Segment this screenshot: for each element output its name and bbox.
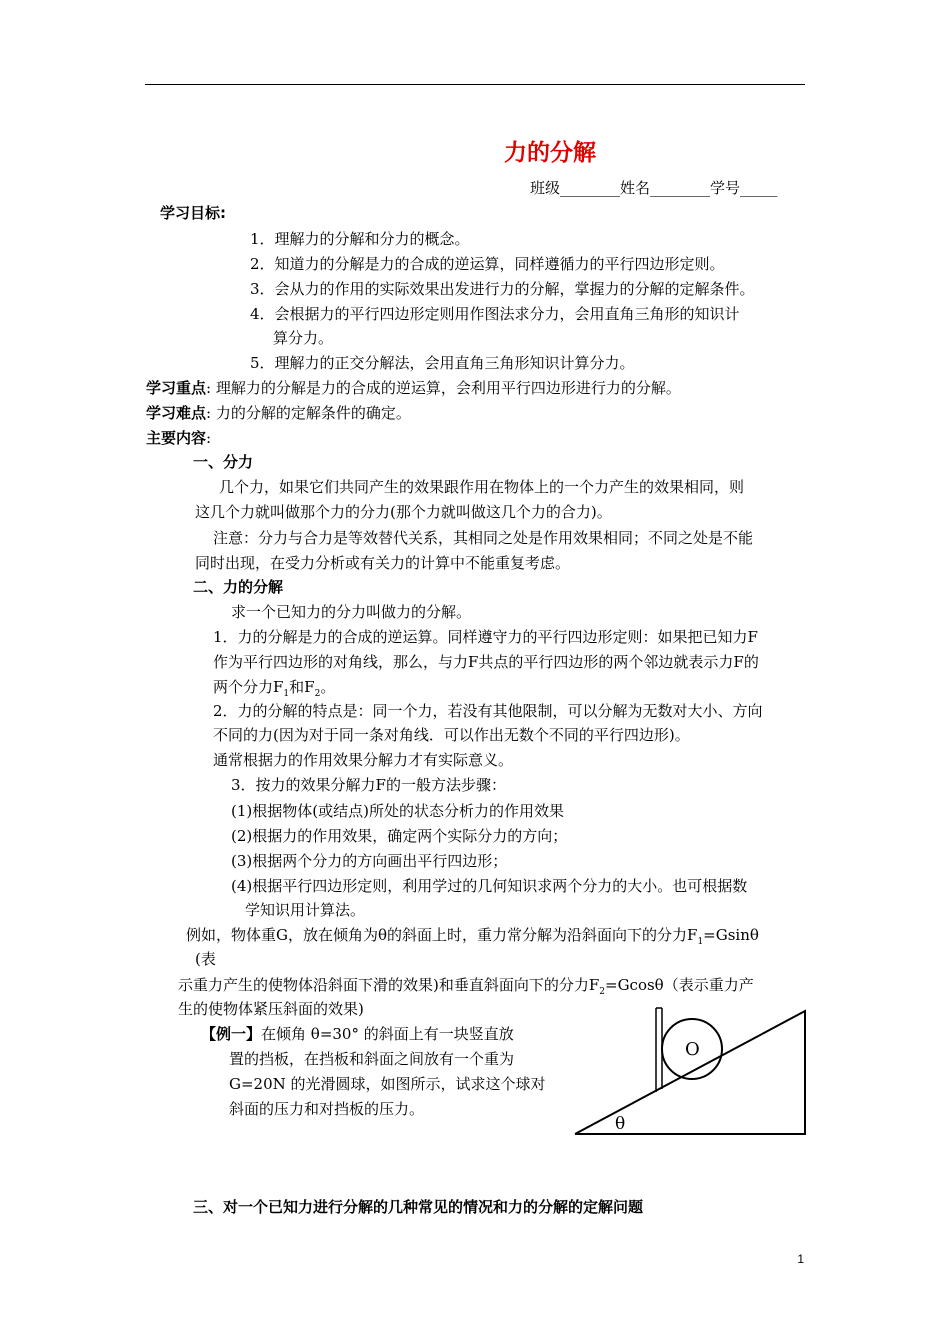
difficulty-label: 学习难点 bbox=[146, 404, 207, 422]
incline-triangle bbox=[575, 1011, 805, 1134]
key-point-label: 学习重点 bbox=[146, 379, 207, 397]
difficulty bbox=[146, 403, 411, 423]
example1-line: 斜面的压力和对挡板的压力。 bbox=[229, 1100, 425, 1118]
step-item: (1)根据物体(或结点)所处的状态分析力的作用效果 bbox=[231, 802, 564, 820]
key-point bbox=[146, 378, 681, 398]
section3-heading: 三、对一个已知力进行分解的几种常见的情况和力的分解的定解问题 bbox=[193, 1198, 644, 1216]
main-content-colon: : bbox=[206, 429, 212, 447]
example1-label: 【例一】 bbox=[201, 1025, 262, 1043]
ball-label: O bbox=[685, 1039, 700, 1060]
difficulty-text: : 力的分解的定解条件的确定。 bbox=[206, 404, 411, 422]
section2-line: 3．按力的效果分解力F的一般方法步骤： bbox=[231, 776, 506, 794]
example1-line: G=20N 的光滑圆球，如图所示，试求这个球对 bbox=[229, 1075, 546, 1093]
step-item: 学知识用计算法。 bbox=[245, 901, 366, 919]
section1-heading: 一、分力 bbox=[193, 453, 254, 471]
objectives-heading: 学习目标: bbox=[160, 204, 226, 222]
objective-item: 3．会从力的作用的实际效果出发进行力的分解，掌握力的分解的定解条件。 bbox=[250, 280, 755, 298]
objective-item: 5．理解力的正交分解法，会用直角三角形知识计算分力。 bbox=[250, 354, 635, 372]
main-content bbox=[146, 428, 211, 448]
step-item: (4)根据平行四边形定则，利用学过的几何知识求两个分力的大小。也可根据数 bbox=[231, 877, 748, 895]
example1-line: 置的挡板，在挡板和斜面之间放有一个重为 bbox=[229, 1050, 515, 1068]
section2-line: 求一个已知力的分力叫做力的分解。 bbox=[231, 603, 472, 621]
example-line: 示重力产生的使物体沿斜面下滑的效果)和垂直斜面向下的分力$F_2=Gcos\theta$（表示重力产 bbox=[178, 976, 754, 997]
section2-line: 2．力的分解的特点是：同一个力，若没有其他限制，可以分解为无数对大小、方向 bbox=[213, 702, 763, 720]
two-forces-line: 两个分力$F_1$和$F_2$。 bbox=[213, 678, 336, 699]
header-rule bbox=[145, 84, 805, 85]
example-line: (表 bbox=[195, 950, 216, 968]
section2-line: 通常根据力的作用效果分解力才有实际意义。 bbox=[213, 751, 514, 769]
step-item: (3)根据两个分力的方向画出平行四边形； bbox=[231, 852, 508, 870]
example1-line: 【例一】在倾角 θ=30° 的斜面上有一块竖直放 bbox=[201, 1025, 514, 1043]
angle-label: θ bbox=[615, 1114, 626, 1134]
section1-line: 同时出现，在受力分析或有关力的计算中不能重复考虑。 bbox=[195, 554, 571, 572]
objective-item: 4．会根据力的平行四边形定则用作图法求分力，会用直角三角形的知识计 bbox=[250, 305, 740, 323]
key-point-text: : 理解力的分解是力的合成的逆运算，会利用平行四边形进行力的分解。 bbox=[206, 379, 681, 397]
section2-heading: 二、力的分解 bbox=[193, 578, 284, 596]
main-content-label: 主要内容 bbox=[146, 429, 207, 447]
section1-line: 这几个力就叫做那个力的分力(那个力就叫做这几个力的合力)。 bbox=[195, 503, 612, 521]
objective-item: 1．理解力的分解和分力的概念。 bbox=[250, 230, 470, 248]
objective-item: 2．知道力的分解是力的合成的逆运算，同样遵循力的平行四边形定则。 bbox=[250, 255, 725, 273]
step-item: (2)根据力的作用效果，确定两个实际分力的方向； bbox=[231, 827, 568, 845]
section2-line: 1．力的分解是力的合成的逆运算。同样遵守力的平行四边形定则：如果把已知力F bbox=[213, 628, 758, 646]
section1-line: 注意：分力与合力是等效替代关系，其相同之处是作用效果相同；不同之处是不能 bbox=[213, 529, 754, 547]
section2-line: 不同的力(因为对于同一条对角线．可以作出无数个不同的平行四边形)。 bbox=[213, 726, 690, 744]
example-line: 生的使物体紧压斜面的效果) bbox=[178, 1000, 364, 1018]
objective-item: 算分力。 bbox=[273, 329, 334, 347]
example-line: 例如，物体重G，放在倾角为θ的斜面上时，重力常分解为沿斜面向下的分力$F_1=Gsin\theta$ bbox=[186, 926, 759, 947]
section2-line: 作为平行四边形的对角线，那么，与力F共点的平行四边形的两个邻边就表示力F的 bbox=[213, 653, 759, 671]
page-title: 力的分解 bbox=[504, 140, 596, 166]
incline-ball-figure bbox=[572, 1004, 812, 1140]
page-number: 1 bbox=[797, 1252, 804, 1266]
class-name-number-line: 班级________姓名________学号_____ bbox=[530, 179, 778, 197]
section1-line: 几个力，如果它们共同产生的效果跟作用在物体上的一个力产生的效果相同，则 bbox=[219, 478, 745, 496]
